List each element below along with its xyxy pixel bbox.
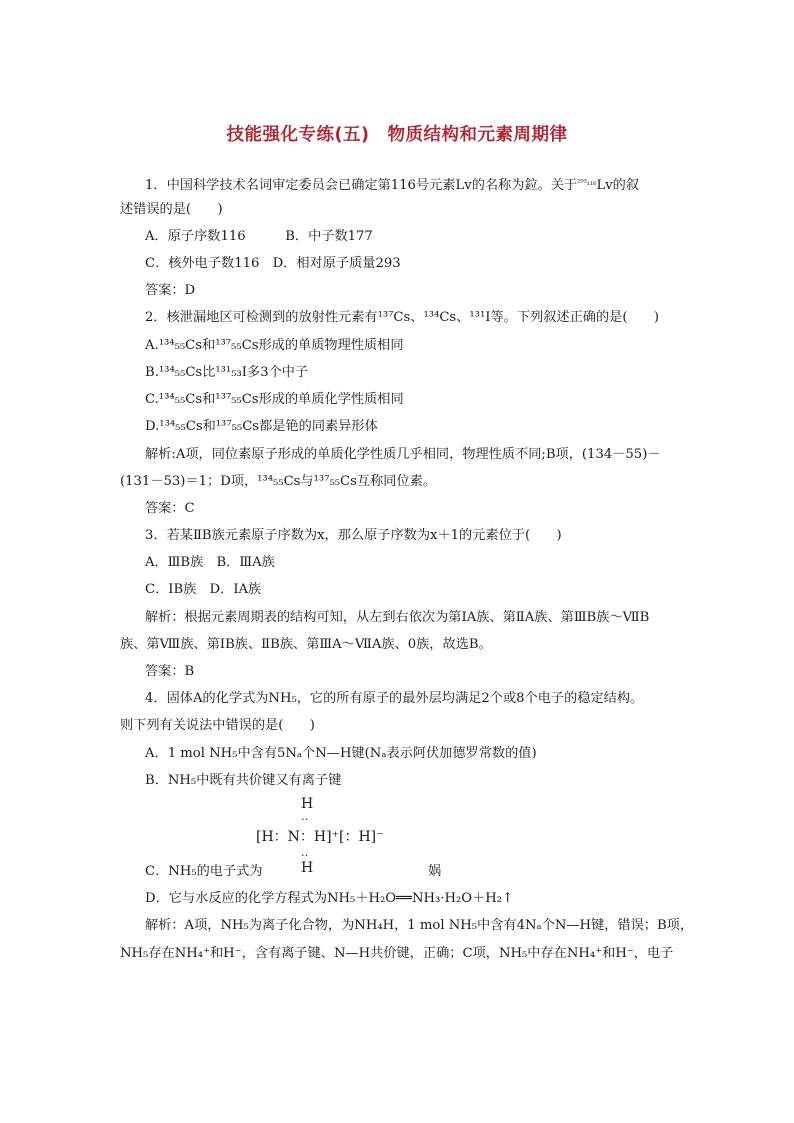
q3-answer: 答案：B <box>145 664 195 679</box>
q1-answer: 答案：D <box>145 283 196 298</box>
q3-options-cd: C．ⅠB族 D．ⅠA族 <box>145 582 262 597</box>
q2-stem: 2．核泄漏地区可检测到的放射性元素有¹³⁷Cs、¹³⁴Cs、¹³¹I等。下列叙述正确的是( ) <box>145 310 659 325</box>
q1-stem-end: Lv的叙 <box>596 178 640 193</box>
q4-stem-line1: 4．固体A的化学式为NH₅，它的所有原子的最外层均满足2个或8个电子的稳定结构。 <box>145 691 644 706</box>
q2-analysis-line1: 解析:A项，同位素原子形成的单质化学性质几乎相同，物理性质不同;B项，(134－55)－ <box>145 447 661 462</box>
q4-option-d: D．它与水反应的化学方程式为NH₅＋H₂O══NH₃·H₂O＋H₂↑ <box>145 891 514 906</box>
q3-analysis-line2: 族、第Ⅷ族、第ⅠB族、ⅡB族、第ⅢA～ⅦA族、0族，故选B。 <box>120 637 492 652</box>
page-title: 技能强化专练(五) 物质结构和元素周期律 <box>226 125 568 145</box>
q4-option-c: C．NH₅的电子式为 <box>145 864 263 879</box>
q1-options-cd: C．核外电子数116 D．相对原子质量293 <box>145 256 401 271</box>
q3-options-ab: A．ⅢB族 B．ⅢA族 <box>145 555 275 570</box>
q2-option-c: C.¹³⁴₅₅Cs和¹³⁷₅₅Cs形成的单质化学性质相同 <box>145 392 404 407</box>
q2-analysis-line2: (131－53)＝1；D项，¹³⁴₅₅Cs与¹³⁷₅₅Cs互称同位素。 <box>120 474 437 489</box>
q4-option-c-mark: 娲 <box>428 864 442 879</box>
formula-dots-top: ‥ <box>301 810 309 823</box>
formula-dots-bottom: ‥ <box>301 846 309 859</box>
q1-options-ab: A．原子序数116 B．中子数177 <box>145 229 373 244</box>
q2-option-d: D.¹³⁴₅₅Cs和¹³⁷₅₅Cs都是铯的同素异形体 <box>145 419 378 434</box>
q1-stem-line1 <box>145 173 705 196</box>
q4-analysis-line1: 解析：A项，NH₅为离子化合物，为NH₄H，1 mol NH₅中含有4Nₐ个N—H键，错误；B项， <box>145 918 694 933</box>
q1-stem-line2: 述错误的是( ) <box>120 202 223 217</box>
q4-option-b: B．NH₅中既有共价键又有离子键 <box>145 773 342 788</box>
formula-h-bottom: H <box>301 860 314 876</box>
q1-stem-text: 1．中国科学技术名词审定委员会已确定第116号元素Lv的名称为鉝。关于 <box>145 178 578 193</box>
q2-answer: 答案：C <box>145 501 195 516</box>
q4-option-a: A．1 mol NH₅中含有5Nₐ个N—H键(Nₐ表示阿伏加德罗常数的值) <box>145 746 537 761</box>
q4-stem-line2: 则下列有关说法中错误的是( ) <box>120 718 315 733</box>
q2-option-a: A.¹³⁴₅₅Cs和¹³⁷₅₅Cs形成的单质物理性质相同 <box>145 338 404 353</box>
q4-analysis-line2: NH₅存在NH₄⁺和H⁻，含有离子键、N—H共价键，正确；C项，NH₅中存在NH₄⁺和H⁻，电子 <box>120 946 674 961</box>
formula-main: [H：N：H]⁺[：H]⁻ <box>256 829 384 845</box>
q2-option-b: B.¹³⁴₅₅Cs比¹³¹₅₃I多3个中子 <box>145 365 309 380</box>
q1-nuclide-symbol: ²⁹³₁₁₆ <box>577 178 597 187</box>
q3-stem: 3．若某ⅡB族元素原子序数为x，那么原子序数为x＋1的元素位于( ) <box>145 528 562 543</box>
formula-h-top: H <box>301 796 314 812</box>
q3-analysis-line1: 解析：根据元素周期表的结构可知，从左到右依次为第ⅠA族、第ⅡA族、第ⅢB族～ⅦB <box>145 610 650 625</box>
